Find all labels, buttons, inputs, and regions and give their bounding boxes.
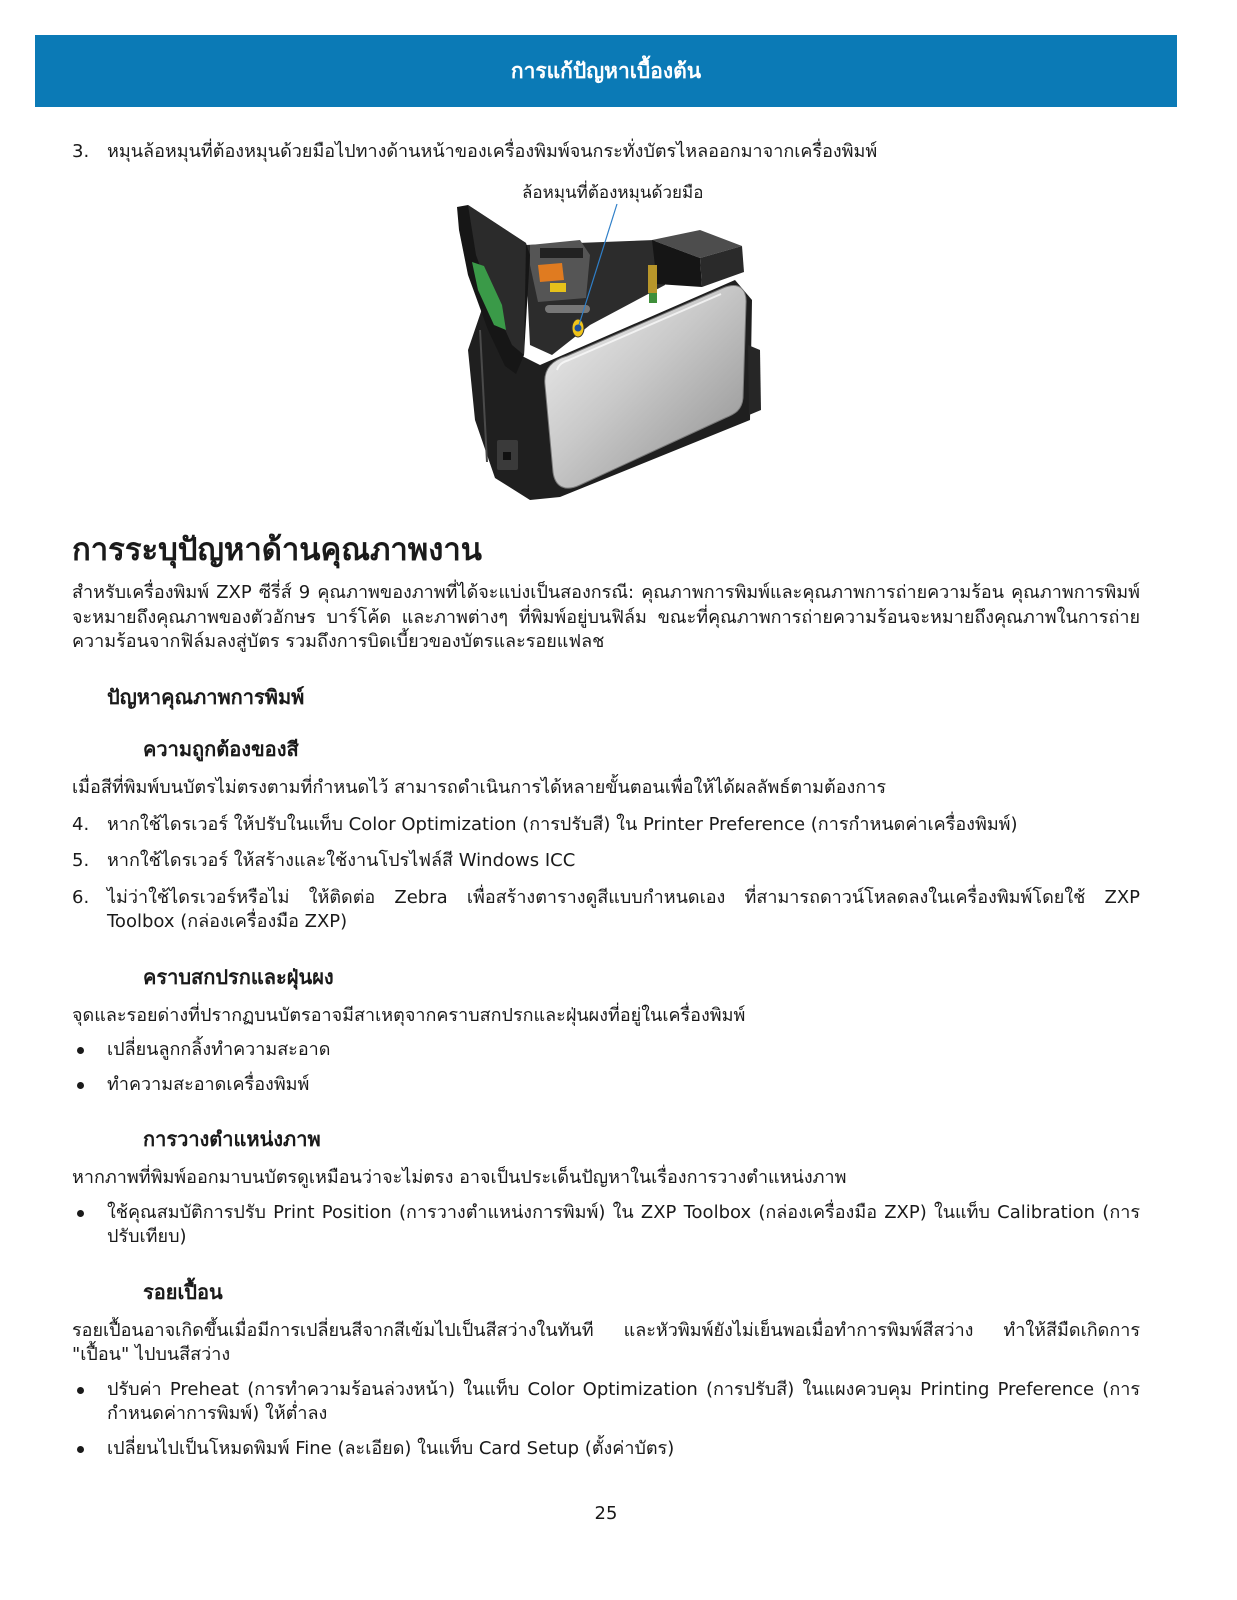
item-text: หากใช้ไดรเวอร์ ให้ปรับในแท็บ Color Optimization (การปรับสี) ใน Printer Preference (การกำหนดค่าเครื่องพิมพ์) [107, 813, 1018, 835]
topic-text: จุดและรอยด่างที่ปรากฏบนบัตรอาจมีสาเหตุจากคราบสกปรกและฝุ่นผงที่อยู่ในเครื่องพิมพ์ [72, 1004, 746, 1026]
bullet-item [72, 1038, 1140, 1063]
bullet-text: ทำความสะอาดเครื่องพิมพ์ [107, 1073, 310, 1095]
bullet-marker [77, 1446, 84, 1453]
item-number: 4. [72, 813, 90, 835]
item-number: 5. [72, 850, 90, 871]
ribbon-cartridge-yellow [550, 283, 566, 292]
bullet-item [72, 1437, 1140, 1462]
bullet-item [72, 1073, 1140, 1098]
topic-text: รอยเปื้อนอาจเกิดขึ้นเมื่อมีการเปลี่ยนสีจากสีเข้มไปเป็นสีสว่างในทันที และหัวพิมพ์ยังไม่เย็นพอเมื่อทำการพิมพ์สีสว่าง ทำให้สีมืดเกิดการ "เปื้อน" ไปบนสีสว่าง [72, 1319, 1140, 1365]
item-text: ไม่ว่าใช้ไดรเวอร์หรือไม่ ให้ติดต่อ Zebra เพื่อสร้างตารางดูสีแบบกำหนดเอง ที่สามารถดาวน์โหลดลงในเครื่องพิมพ์โดยใช้ ZXP Toolbox (กล่องเครื่องมือ ZXP) [107, 886, 1140, 932]
header-bar [35, 35, 1177, 107]
step-text: หมุนล้อหมุนที่ต้องหมุนด้วยมือไปทางด้านหน้าของเครื่องพิมพ์จนกระทั่งบัตรไหลออกมาจากเครื่องพิมพ์ [107, 141, 878, 162]
bullet-text: เปลี่ยนไปเป็นโหมดพิมพ์ Fine (ละเอียด) ในแท็บ Card Setup (ตั้งค่าบัตร) [107, 1437, 675, 1459]
usb-port-inner [503, 452, 511, 460]
bullet-item [72, 1378, 1140, 1427]
card-slot-green [649, 293, 657, 303]
procedure-step [72, 140, 1140, 165]
callout-dot [575, 325, 582, 332]
card-slot-amber [648, 265, 657, 293]
bullet-marker [77, 1047, 84, 1054]
bullet-marker [77, 1210, 84, 1217]
topic-text: หากภาพที่พิมพ์ออกมาบนบัตรดูเหมือนว่าจะไม่ตรง อาจเป็นประเด็นปัญหาในเรื่องการวางตำแหน่งภาพ [72, 1167, 847, 1188]
topic-title-smudge: รอยเปื้อน [143, 1279, 223, 1304]
topic-title-color-accuracy: ความถูกต้องของสี [143, 737, 299, 761]
printer-illustration [445, 200, 765, 505]
printhead-bracket [540, 248, 583, 258]
topic-title-image-position: การวางตำแหน่งภาพ [143, 1127, 321, 1151]
topic-text: เมื่อสีที่พิมพ์บนบัตรไม่ตรงตามที่กำหนดไว้ สามารถดำเนินการได้หลายขั้นตอนเพื่อให้ได้ผลลัพธ์ตามต้องการ [72, 777, 887, 798]
bullet-marker [77, 1387, 84, 1394]
item-text: หากใช้ไดรเวอร์ ให้สร้างและใช้งานโปรไฟล์สี Windows ICC [107, 850, 576, 871]
page-content [72, 140, 1140, 1526]
bullet-marker [77, 1082, 84, 1089]
topic-title-dirt-dust: คราบสกปรกและฝุ่นผง [143, 964, 334, 989]
step-number: 3. [72, 141, 90, 162]
subsection-title: ปัญหาคุณภาพการพิมพ์ [107, 685, 305, 709]
item-number: 6. [72, 886, 90, 908]
numbered-item [72, 886, 1140, 935]
bullet-text: ใช้คุณสมบัติการปรับ Print Position (การวางตำแหน่งการพิมพ์) ใน ZXP Toolbox (กล่องเครื่องมือ ZXP) ในแท็บ Calibration (การปรับเทียบ) [107, 1201, 1140, 1247]
bullet-item [72, 1201, 1140, 1250]
page-number: 25 [594, 1503, 618, 1524]
callout-label: ล้อหมุนที่ต้องหมุนด้วยมือ [522, 183, 704, 203]
numbered-item [72, 849, 1140, 874]
header-title: การแก้ปัญหาเบื้องต้น [510, 59, 702, 83]
section-intro: สำหรับเครื่องพิมพ์ ZXP ซีรี่ส์ 9 คุณภาพของภาพที่ได้จะแบ่งเป็นสองกรณี: คุณภาพการพิมพ์และคุณภาพการถ่ายความร้อน คุณภาพการพิมพ์จะหมายถึงคุณภาพของตัวอักษร บาร์โค้ด และภาพต่างๆ ที่พิมพ์อยู่บนฟิล์ม ขณะที่คุณภาพการถ่ายความร้อนจะหมายถึงคุณภาพในการถ่ายความร้อนจากฟิล์มลงสู่บัตร รวมถึงการบิดเบี้ยวของบัตรและรอยแฟลช [72, 582, 1140, 652]
bullet-text: เปลี่ยนลูกกลิ้งทำความสะอาด [107, 1039, 331, 1060]
numbered-item [72, 813, 1140, 838]
ribbon-cartridge-orange [538, 263, 564, 282]
section-title: การระบุปัญหาด้านคุณภาพงาน [72, 532, 482, 568]
printer-figure [72, 182, 1140, 512]
bullet-text: ปรับค่า Preheat (การทำความร้อนล่วงหน้า) ในแท็บ Color Optimization (การปรับสี) ในแผงควบคุม Printing Preference (การกำหนดค่าการพิมพ์) ให้ต่ำลง [107, 1378, 1140, 1424]
side-bumper [748, 345, 761, 415]
